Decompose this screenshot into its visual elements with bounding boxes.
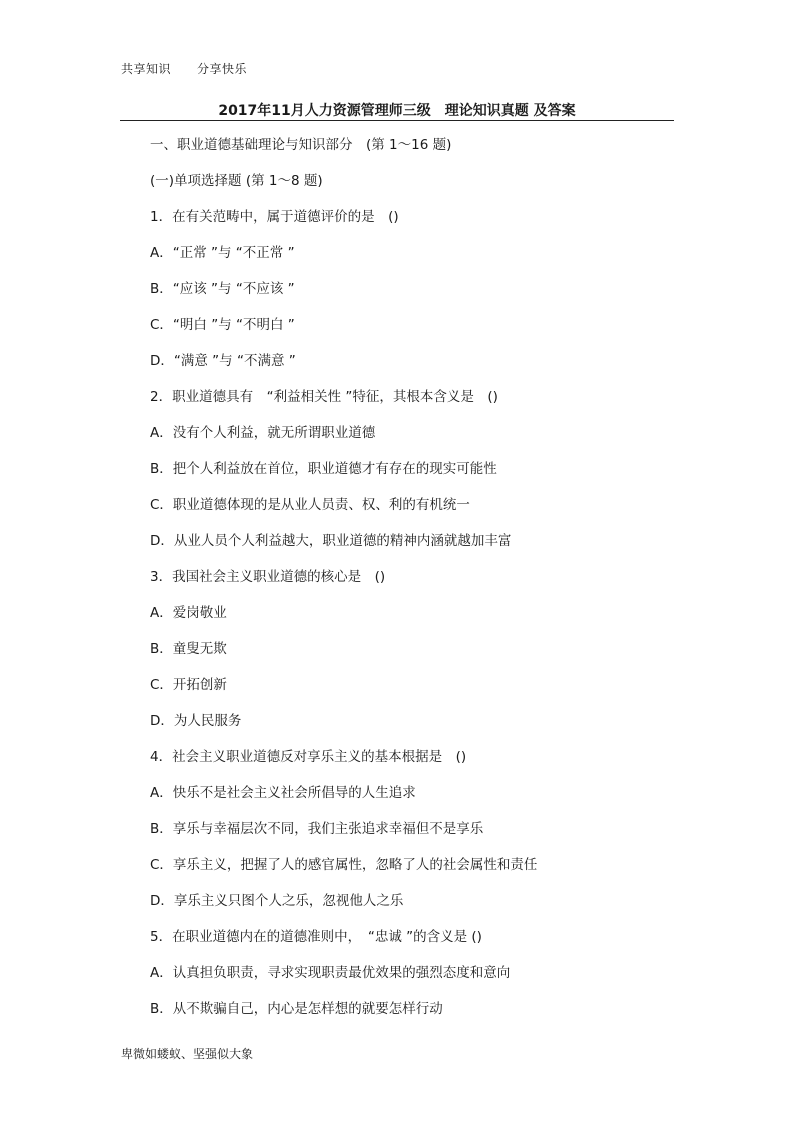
- option-line: D．享乐主义只图个人之乐，忽视他人之乐: [150, 893, 404, 909]
- page-header: [121, 60, 247, 77]
- question-3: 3．我国社会主义职业道德的核心是 (): [150, 569, 386, 585]
- question-4: 4．社会主义职业道德反对享乐主义的基本根据是 (): [150, 749, 467, 765]
- title-underline: [120, 120, 674, 121]
- option-line: B．从不欺骗自己，内心是怎样想的就要怎样行动: [150, 1001, 443, 1017]
- option-line: C．开拓创新: [150, 677, 227, 693]
- document-title: 2017年11月人力资源管理师三级 理论知识真题 及答案: [218, 103, 576, 119]
- option-line: D．“满意 ”与 “不满意 ”: [150, 353, 296, 369]
- option-line: B．童叟无欺: [150, 641, 227, 657]
- header-right-text: 分享快乐: [197, 62, 248, 76]
- option-line: A．认真担负职责，寻求实现职责最优效果的强烈态度和意向: [150, 965, 511, 981]
- question-2: 2．职业道德具有 “利益相关性 ”特征，其根本含义是 (): [150, 389, 498, 405]
- question-5: 5．在职业道德内在的道德准则中， “忠诚 ”的含义是 (): [150, 929, 482, 945]
- option-line: B．把个人利益放在首位，职业道德才有存在的现实可能性: [150, 461, 497, 477]
- section-heading: 一、职业道德基础理论与知识部分 (第 1～16 题): [150, 137, 452, 153]
- option-line: A．爱岗敬业: [150, 605, 227, 621]
- option-line: C．“明白 ”与 “不明白 ”: [150, 317, 295, 333]
- option-line: A．快乐不是社会主义社会所倡导的人生追求: [150, 785, 416, 801]
- option-line: C．职业道德体现的是从业人员责、权、利的有机统一: [150, 497, 470, 513]
- option-line: D．为人民服务: [150, 713, 242, 729]
- option-line: B．“应该 ”与 “不应该 ”: [150, 281, 295, 297]
- header-left-text: 共享知识: [121, 62, 172, 76]
- option-line: B．享乐与幸福层次不同，我们主张追求幸福但不是享乐: [150, 821, 484, 837]
- option-line: D．从业人员个人利益越大，职业道德的精神内涵就越加丰富: [150, 533, 512, 549]
- question-1: 1．在有关范畴中，属于道德评价的是 (): [150, 209, 399, 225]
- option-line: A．“正常 ”与 “不正常 ”: [150, 245, 295, 261]
- page-footer: 卑微如蝼蚁、坚强似大象: [121, 1047, 254, 1061]
- option-line: A．没有个人利益，就无所谓职业道德: [150, 425, 376, 441]
- option-line: C．享乐主义，把握了人的感官属性，忽略了人的社会属性和责任: [150, 857, 538, 873]
- subsection-heading: (一)单项选择题 (第 1～8 题): [150, 173, 323, 189]
